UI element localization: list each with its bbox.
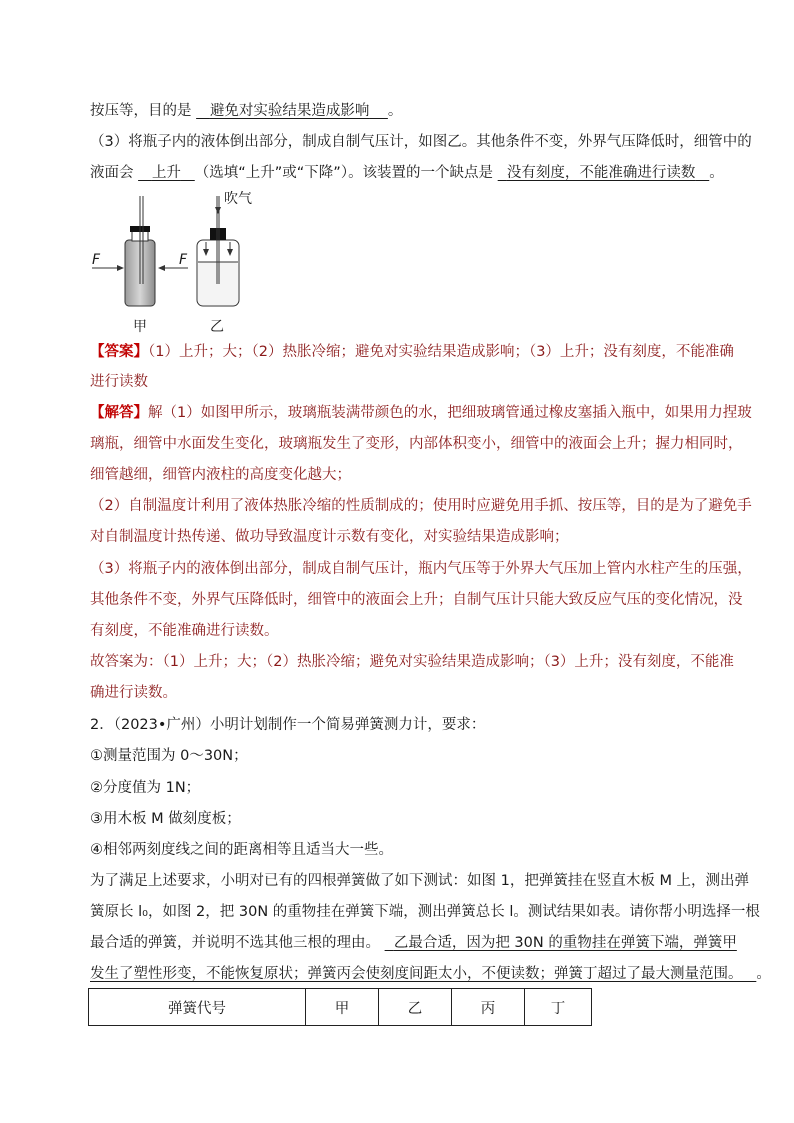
answer-blank: 没有刻度，不能准确进行读数 bbox=[506, 165, 696, 181]
q2-req4: ④相邻两刻度线之间的距离相等且适当大一些。 bbox=[90, 842, 393, 858]
analysis-line1: 【解答】解（1）如图甲所示，玻璃瓶装满带颜色的水，把细玻璃管通过橡皮塞插入瓶中，如果用力捏玻 bbox=[90, 405, 752, 421]
q1-line3a: （3）将瓶子内的液体倒出部分，制成自制气压计，如图乙。其他条件不变，外界气压降低时，细管中的 bbox=[90, 134, 752, 150]
analysis-line7: 其他条件不变，外界气压降低时，细管中的液面会上升；自制气压计只能大致反应气压的变化情况，没 bbox=[90, 592, 743, 608]
q2-paragraph-line1: 为了满足上述要求，小明对已有的四根弹簧做了如下测试：如图 1，把弹簧挂在竖直木板 M 上，测出弹 bbox=[90, 873, 750, 889]
table-cell: 乙 bbox=[379, 989, 452, 1026]
answer-blank: 避免对实验结果造成影响 bbox=[209, 103, 370, 119]
figure-label-b: 乙 bbox=[210, 319, 224, 335]
q2-paragraph-line4: 发生了塑性形变，不能恢复原状；弹簧丙会使刻度间距太小，不便读数；弹簧丁超过了最大测量范围。 。 bbox=[90, 966, 771, 982]
final-answer-line2: 确进行读数。 bbox=[90, 685, 177, 701]
table-cell: 丁 bbox=[525, 989, 592, 1026]
analysis-tag: 【解答】 bbox=[90, 405, 148, 421]
analysis-line2: 璃瓶，细管中水面发生变化，玻璃瓶发生了变形，内部体积变小，细管中的液面会上升；握力相同时， bbox=[90, 436, 743, 452]
table-cell: 丙 bbox=[452, 989, 525, 1026]
q2-paragraph-line2: 簧原长 l₀，如图 2，把 30N 的重物挂在弹簧下端，测出弹簧总长 l。测试结果如表。请你帮小明选择一根 bbox=[90, 904, 760, 920]
analysis-line4: （2）自制温度计利用了液体热胀冷缩的性质制成的；使用时应避免用手抓、按压等，目的是为了避免手 bbox=[90, 498, 752, 514]
final-answer-line1: 故答案为：（1）上升；大；（2）热胀冷缩；避免对实验结果造成影响；（3）上升；没有刻度，不能准 bbox=[90, 654, 734, 670]
table-row bbox=[89, 989, 592, 1026]
bottle-figure bbox=[88, 188, 268, 338]
force-label-right: F bbox=[179, 252, 188, 268]
q1-line3b: 液面会 上升 （选填“上升”或“下降”）。该装置的一个缺点是 没有刻度，不能准确进行读数 。 bbox=[90, 165, 724, 181]
q1-line-press: 按压等，目的是 避免对实验结果造成影响 。 bbox=[90, 103, 403, 119]
force-label-left: F bbox=[92, 252, 101, 268]
spring-table bbox=[88, 988, 592, 1026]
blow-label: 吹气 bbox=[224, 191, 252, 207]
figure-label-a: 甲 bbox=[133, 319, 147, 335]
q2-stem: 2．（2023•广州）小明计划制作一个简易弹簧测力计，要求： bbox=[90, 717, 486, 733]
analysis-line6: （3）将瓶子内的液体倒出部分，制成自制气压计，瓶内气压等于外界大气压加上管内水柱产生的压强， bbox=[90, 561, 752, 577]
answer-tag: 【答案】 bbox=[90, 344, 148, 360]
answer-blank: 乙最合适，因为把 30N 的重物挂在弹簧下端，弹簧甲 bbox=[393, 935, 737, 951]
bottle-diagram bbox=[88, 188, 268, 338]
answer-line1: 【答案】（1）上升；大；（2）热胀冷缩；避免对实验结果造成影响；（3）上升；没有刻度，不能准确 bbox=[90, 344, 734, 360]
q2-req2: ②分度值为 1N； bbox=[90, 780, 201, 796]
table-header-cell: 弹簧代号 bbox=[89, 989, 306, 1026]
table-cell: 甲 bbox=[306, 989, 379, 1026]
answer-blank-cont: 发生了塑性形变，不能恢复原状；弹簧丙会使刻度间距太小，不便读数；弹簧丁超过了最大测量范围。 bbox=[90, 966, 743, 982]
analysis-line5: 对自制温度计热传递、做功导致温度计示数有变化，对实验结果造成影响； bbox=[90, 529, 569, 545]
q2-req1: ①测量范围为 0～30N； bbox=[90, 748, 248, 764]
analysis-line8: 有刻度，不能准确进行读数。 bbox=[90, 623, 279, 639]
bottle-b bbox=[197, 196, 239, 306]
answer-blank: 上升 bbox=[151, 165, 181, 181]
q2-req3: ③用木板 M 做刻度板； bbox=[90, 811, 241, 827]
analysis-line3: 细管越细，细管内液柱的高度变化越大； bbox=[90, 467, 351, 483]
q2-paragraph-line3: 最合适的弹簧，并说明不选其他三根的理由。 乙最合适，因为把 30N 的重物挂在弹簧下端，弹簧甲 bbox=[90, 935, 737, 951]
answer-line2: 进行读数 bbox=[90, 374, 148, 390]
bottle-a bbox=[125, 196, 155, 306]
